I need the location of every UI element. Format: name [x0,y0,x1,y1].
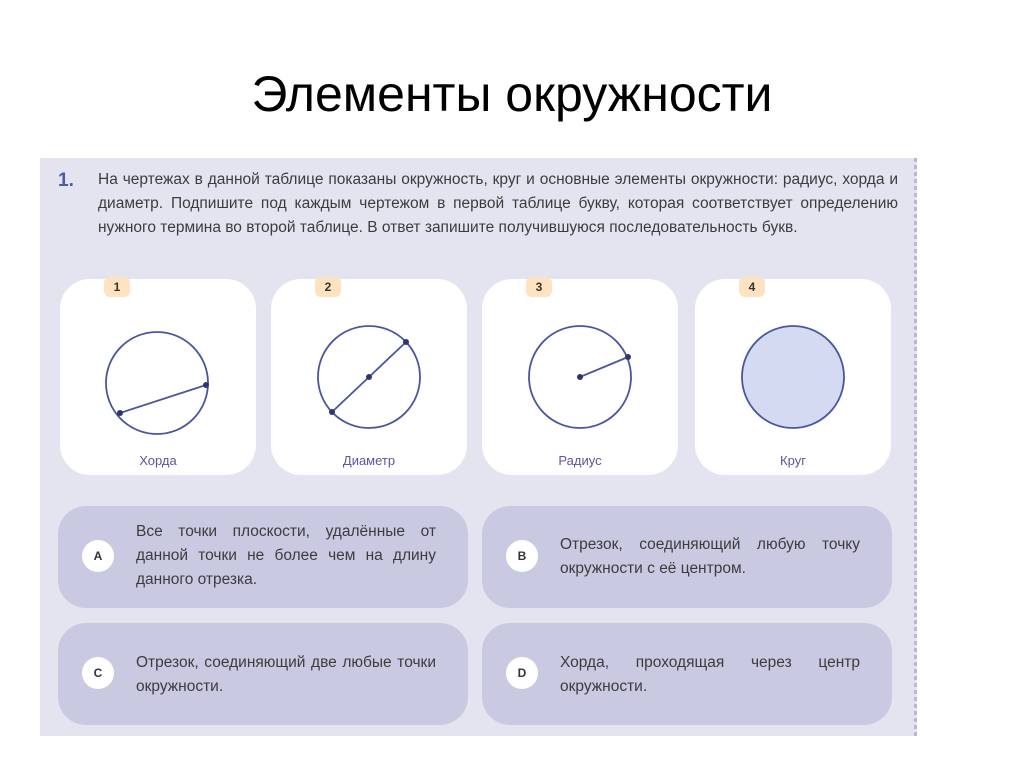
figure-caption: Хорда [139,453,177,468]
definition-text: Отрезок, соединяющий две любые точки окружности. [136,654,436,695]
figure-badge: 4 [739,277,765,297]
figure-badge: 3 [526,277,552,297]
figure-badge: 1 [104,277,130,297]
task-text: На чертежах в данной таблице показаны окружность, круг и основные элементы окружности: радиус, хорда и диаметр. Подпишите под каждым чертежом в первой таблице букву, которая соответствует определению нужного термина во второй таблице. В ответ запишите получившуюся последовательность букв. [98,171,898,236]
slide-title: Элементы окружности [251,66,773,122]
figure-card-disc [695,279,891,475]
exercise-panel [40,158,917,736]
definition-card-d [482,623,892,725]
definition-text: Отрезок, соединяющий любую точку окружности с её центром. [560,536,860,577]
figure-caption: Круг [780,453,806,468]
task-number: 1. [58,170,74,191]
circle-center [577,374,583,380]
definition-letter: D [506,657,538,689]
circle-outline [106,332,208,434]
definition-letter: C [82,657,114,689]
chord-endpoint [203,382,209,388]
figure-card-radius [482,279,678,475]
diameter-endpoint [329,409,335,415]
chord-segment [120,385,206,413]
definition-letter: B [506,540,538,572]
radius-figure [482,279,678,475]
definition-card-a [58,506,468,608]
definition-text: Все точки плоскости, удалённые от данной точки не более чем на длину данного отрезка. [136,523,436,588]
figure-card-diameter [271,279,467,475]
figure-caption: Диаметр [342,453,396,468]
panel-dashed-edge [914,158,917,736]
figure-caption: Радиус [558,453,602,468]
disc-figure [695,279,891,475]
diameter-endpoint [403,339,409,345]
diameter-figure [271,279,467,475]
definition-card-b [482,506,892,608]
definition-text: Хорда, проходящая через центр окружности. [560,654,860,695]
radius-segment [580,357,628,377]
definition-letter: A [82,540,114,572]
circle-center [366,374,372,380]
chord-endpoint [117,410,123,416]
figure-card-chord [60,279,256,475]
figure-badge: 2 [315,277,341,297]
chord-figure [60,279,256,475]
disc-shape [742,326,844,428]
radius-endpoint [625,354,631,360]
definition-card-c [58,623,468,725]
